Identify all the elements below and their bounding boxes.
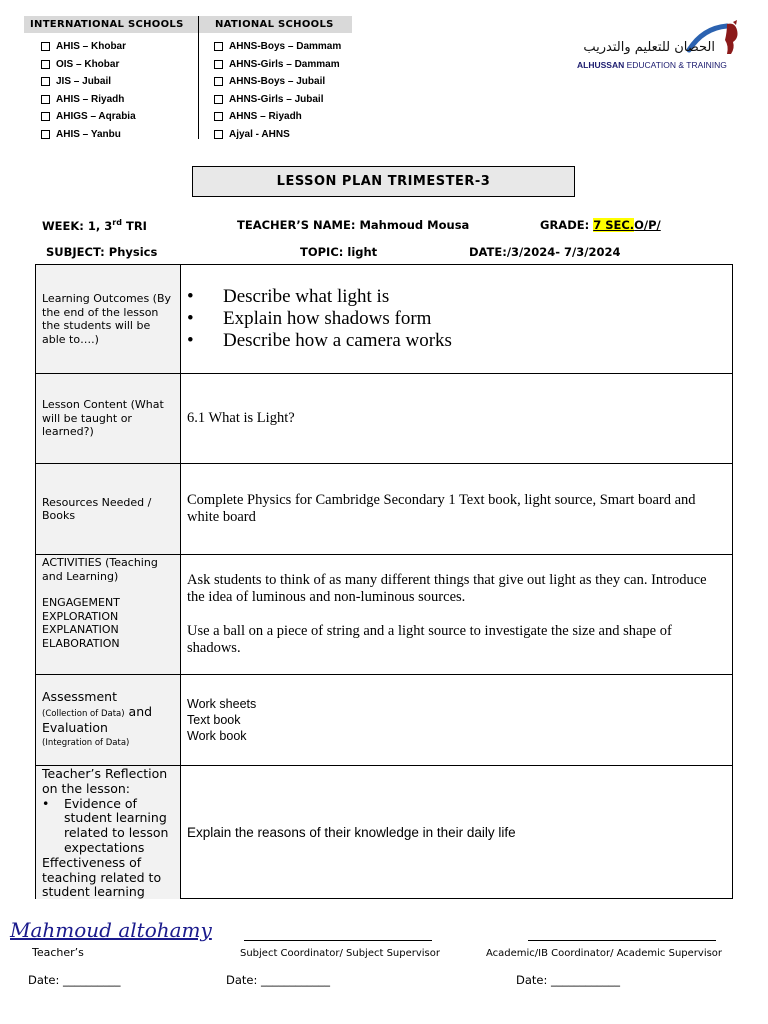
school-label: Ajyal - AHNS <box>229 128 290 140</box>
national-schools-heading: NATIONAL SCHOOLS <box>199 16 352 33</box>
school-checkbox-item[interactable] <box>41 91 136 109</box>
learning-outcomes-content <box>181 265 732 373</box>
checkbox-icon[interactable] <box>214 60 223 69</box>
school-label: AHIS – Riyadh <box>56 93 125 105</box>
assessment-list <box>181 675 732 765</box>
activities-label: ACTIVITIES (Teaching and Learning) ENGAGEMENT EXPLORATION EXPLANATION ELABORATION <box>36 555 181 674</box>
school-label: AHIS – Yanbu <box>56 128 121 140</box>
school-checkbox-item[interactable] <box>41 126 136 144</box>
school-checkbox-item[interactable] <box>214 56 341 74</box>
grade-info: GRADE: 7 SEC.O/P/ <box>540 218 661 232</box>
school-checkbox-item[interactable] <box>214 38 341 56</box>
checkbox-icon[interactable] <box>41 60 50 69</box>
checkbox-icon[interactable] <box>41 112 50 121</box>
school-label: AHNS-Boys – Dammam <box>229 41 342 53</box>
school-label: AHNS – Riyadh <box>229 111 302 123</box>
lesson-content-label: Lesson Content (What will be taught or learned?) <box>36 374 181 463</box>
academic-date: Date: ____________ <box>516 973 621 987</box>
reflection-text: Explain the reasons of their knowledge in their daily life <box>187 825 516 840</box>
school-label: AHNS-Girls – Dammam <box>229 58 340 70</box>
checkbox-icon[interactable] <box>41 130 50 139</box>
school-checkbox-item[interactable] <box>41 38 136 56</box>
checkbox-icon[interactable] <box>214 112 223 121</box>
national-school-list <box>214 38 341 143</box>
academic-signature-line <box>528 940 716 941</box>
school-label: JIS – Jubail <box>56 76 112 88</box>
checkbox-icon[interactable] <box>41 42 50 51</box>
activities-text <box>181 555 732 674</box>
assessment-item: Work book <box>187 729 247 743</box>
assessment-label: Assessment (Collection of Data) and Evaluation (Integration of Data) <box>36 675 181 765</box>
lesson-content-row <box>36 374 732 464</box>
reflection-row <box>36 766 732 899</box>
reflection-label: Teacher’s Reflection on the lesson: • Evidence of student learning related to lesson expectations Effectiveness of teaching related to student learning <box>36 766 181 899</box>
checkbox-icon[interactable] <box>41 77 50 86</box>
page-title: LESSON PLAN TRIMESTER-3 <box>192 166 575 197</box>
coordinator-date: Date: ____________ <box>226 973 331 987</box>
assessment-item: Work sheets <box>187 697 257 711</box>
subject-info: SUBJECT: Physics <box>46 245 158 259</box>
logo-english-text: ALHUSSAN EDUCATION & TRAINING <box>577 60 727 70</box>
learning-outcomes-label: Learning Outcomes (By the end of the lesson the students will be able to….) <box>36 265 181 373</box>
checkbox-icon[interactable] <box>214 95 223 104</box>
outcome-item: • Describe how a camera works <box>187 330 452 351</box>
learning-outcomes-row <box>36 265 732 374</box>
school-checkbox-item[interactable] <box>41 73 136 91</box>
resources-label: Resources Needed / Books <box>36 464 181 554</box>
checkbox-icon[interactable] <box>214 77 223 86</box>
school-checkbox-item[interactable] <box>41 56 136 74</box>
school-label: OIS – Khobar <box>56 58 120 70</box>
topic-info: TOPIC: light <box>300 245 378 259</box>
activities-row <box>36 555 732 675</box>
checkbox-icon[interactable] <box>214 42 223 51</box>
assessment-row <box>36 675 732 766</box>
week-info: WEEK: 1, 3rd TRI <box>42 218 147 233</box>
checkbox-icon[interactable] <box>214 130 223 139</box>
outcome-item: • Explain how shadows form <box>187 308 432 329</box>
teacher-date: Date: __________ <box>28 973 121 987</box>
school-checkbox-item[interactable] <box>214 73 341 91</box>
school-label: AHNS-Girls – Jubail <box>229 93 324 105</box>
date-info: DATE:/3/2024- 7/3/2024 <box>469 245 621 259</box>
international-schools-heading: INTERNATIONAL SCHOOLS <box>24 16 198 33</box>
school-checkbox-item[interactable] <box>214 91 341 109</box>
logo-arabic-text: الحصان للتعليم والتدريب <box>583 40 715 55</box>
alhussan-logo <box>575 16 745 76</box>
lesson-plan-table <box>35 264 733 899</box>
school-checkbox-item[interactable] <box>214 126 341 144</box>
checkbox-icon[interactable] <box>41 95 50 104</box>
resources-text: Complete Physics for Cambridge Secondary 1 Text book, light source, Smart board and white board <box>187 491 696 525</box>
activity-paragraph: Use a ball on a piece of string and a light source to investigate the size and shape of shadows. <box>187 622 672 656</box>
lesson-content-text: 6.1 What is Light? <box>187 409 295 426</box>
coordinator-signature-line <box>244 940 432 941</box>
teacher-name: TEACHER’S NAME: Mahmoud Mousa <box>237 218 470 232</box>
teacher-caption: Teacher’s <box>32 946 84 959</box>
school-label: AHIS – Khobar <box>56 41 127 53</box>
outcome-item: • Describe what light is <box>187 286 390 307</box>
activity-paragraph: Ask students to think of as many different things that give out light as they can. Introduce the idea of luminous and non-luminous sources. <box>187 571 707 605</box>
resources-row <box>36 464 732 555</box>
school-checkbox-item[interactable] <box>214 108 341 126</box>
school-divider <box>198 16 199 139</box>
international-school-list <box>41 38 136 143</box>
school-label: AHIGS – Aqrabia <box>56 111 136 123</box>
teacher-signature: Mahmoud altohamy <box>10 918 212 942</box>
school-checkbox-item[interactable] <box>41 108 136 126</box>
coordinator-caption: Subject Coordinator/ Subject Supervisor <box>240 948 440 959</box>
academic-caption: Academic/IB Coordinator/ Academic Supervisor <box>486 948 723 959</box>
school-label: AHNS-Boys – Jubail <box>229 76 326 88</box>
assessment-item: Text book <box>187 713 241 727</box>
